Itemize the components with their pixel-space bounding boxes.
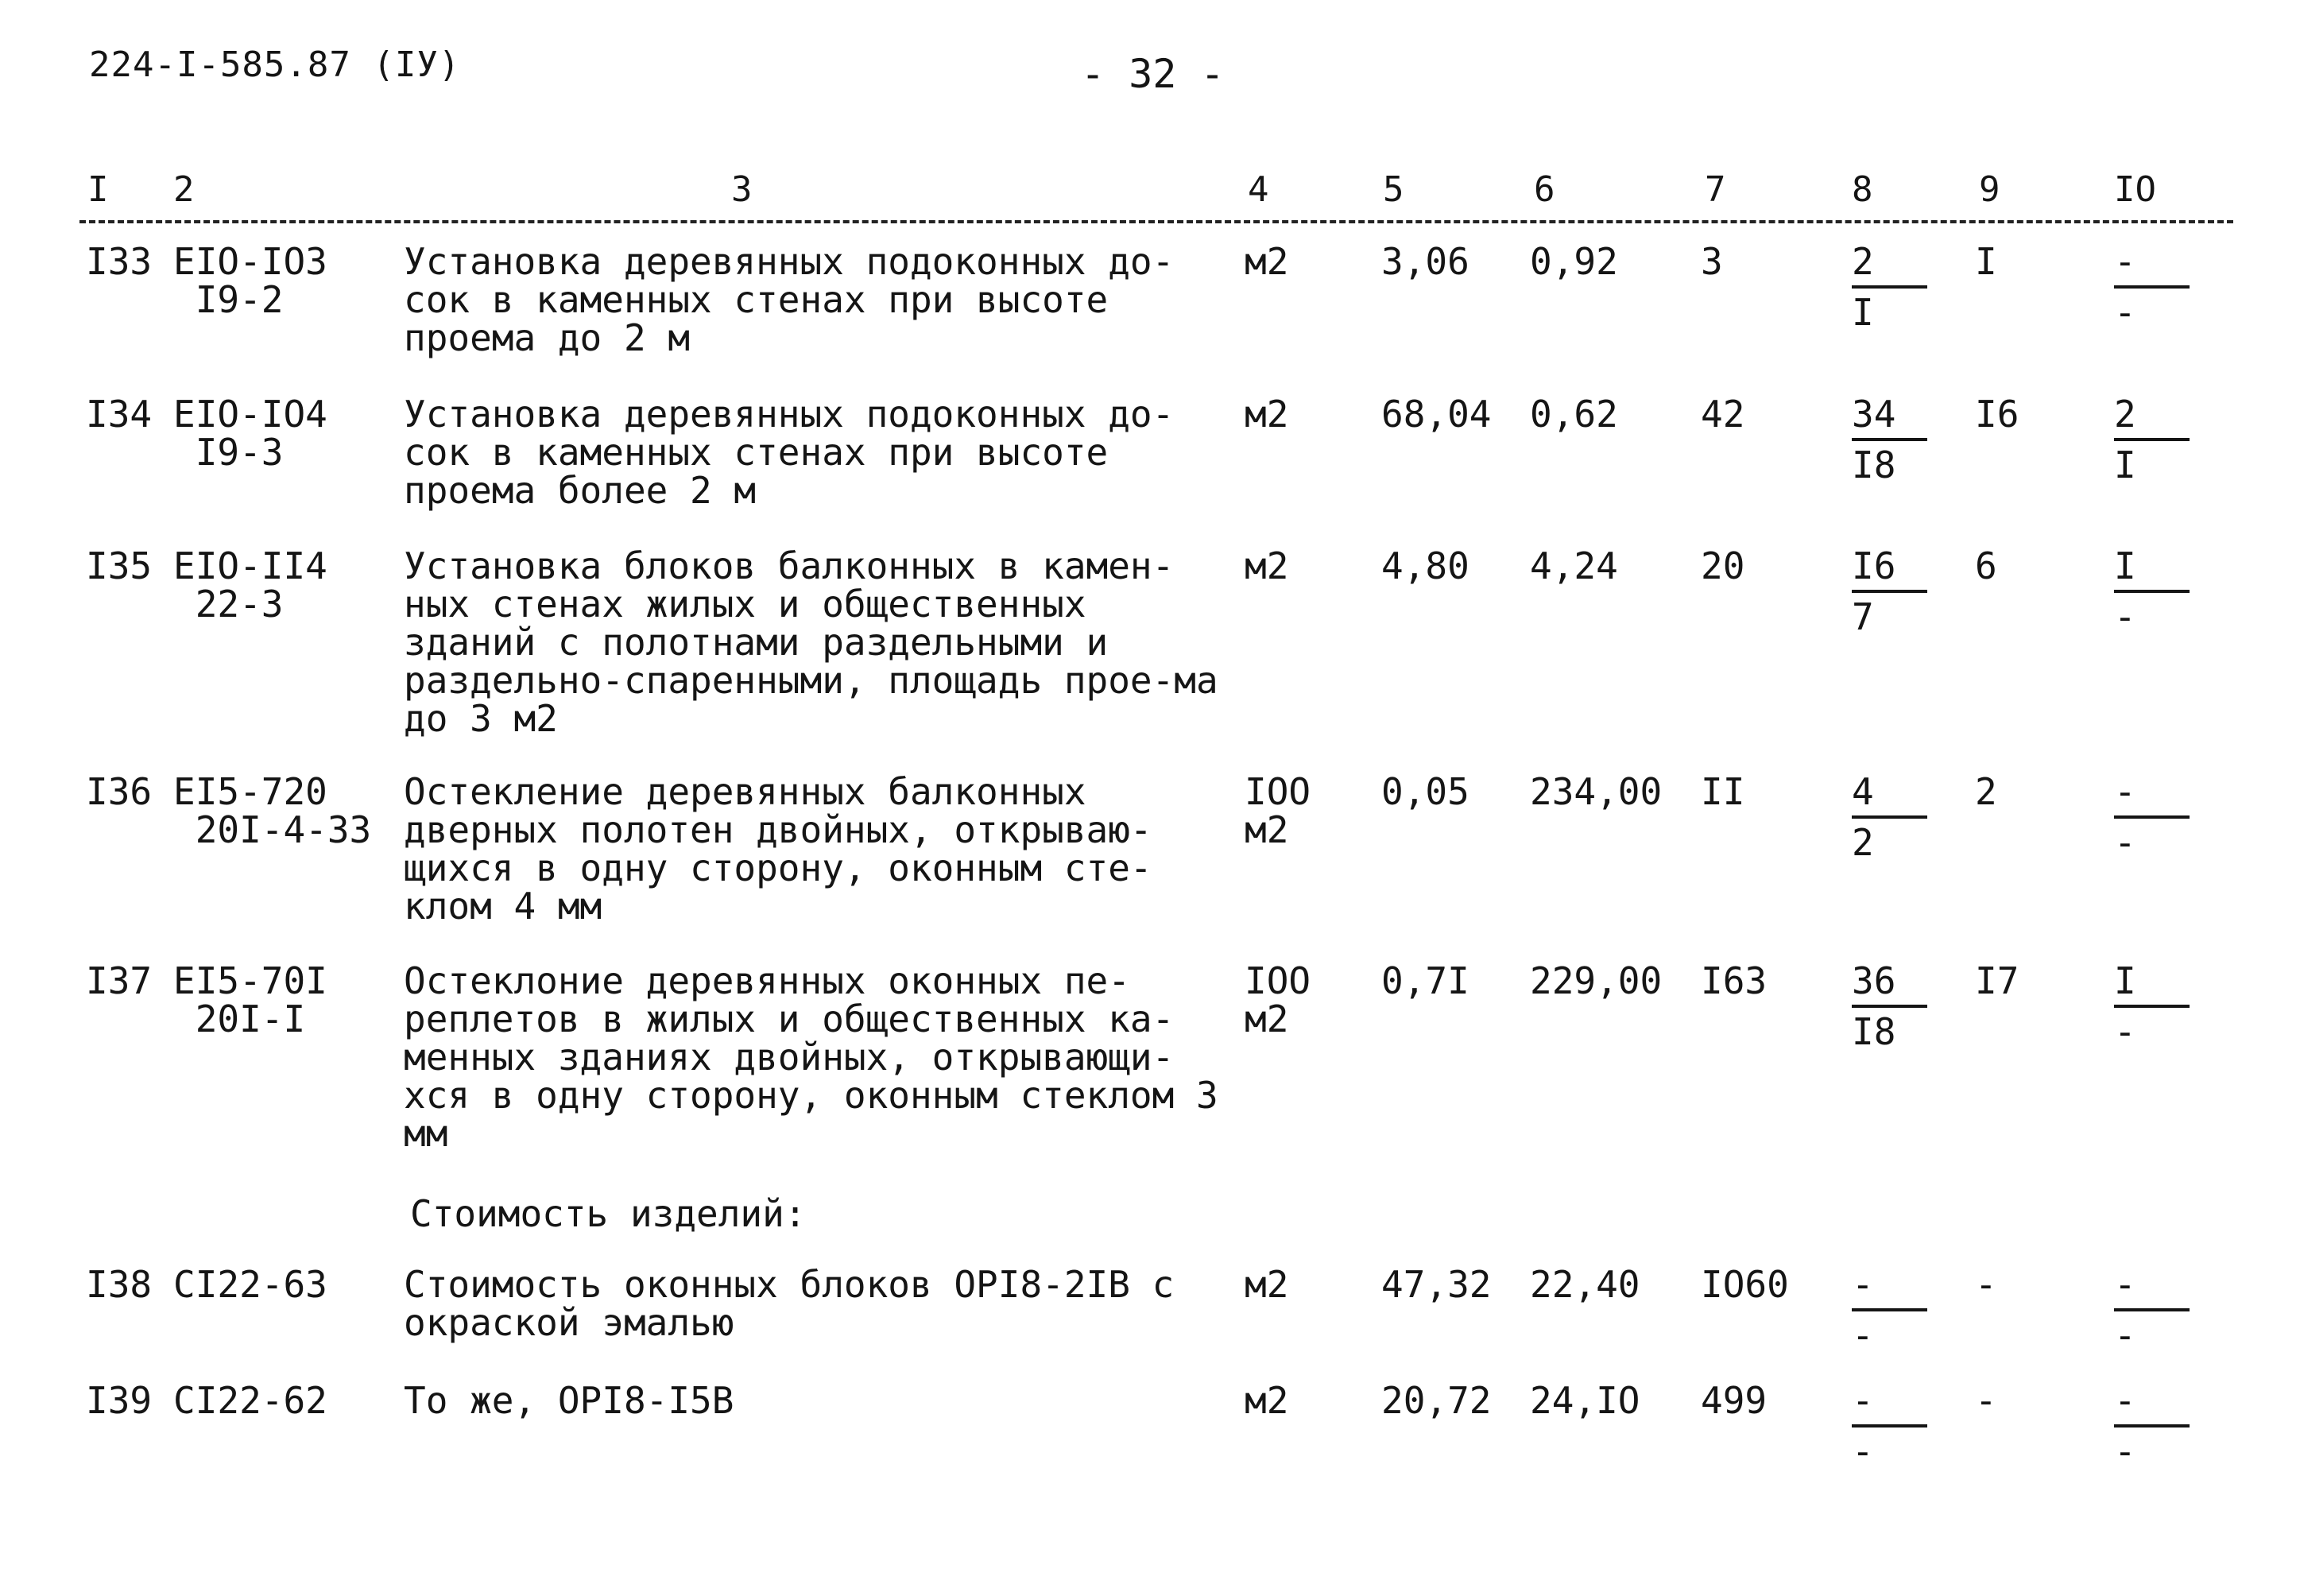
col10-fraction [2114, 544, 2201, 638]
unit: м2 [1245, 240, 1289, 283]
col9-value: 2 [1975, 770, 1997, 813]
unit-cost: 0,92 [1530, 240, 1618, 283]
col10-fraction [2114, 1379, 2201, 1473]
unit-cost: 24,IO [1530, 1379, 1640, 1422]
col10-bottom: - [2114, 595, 2136, 638]
col-header-4: 4 [1248, 169, 1269, 210]
row-number: I34 [86, 393, 153, 436]
row-number: I36 [86, 770, 153, 813]
unit: м2 [1245, 393, 1289, 436]
col8-top: I6 [1852, 547, 1927, 593]
rate-code: EI5-720 20I-4-33 [173, 770, 372, 851]
unit-cost: 22,40 [1530, 1263, 1640, 1306]
work-description: Стоимость оконных блоков ОРI8-2IВ с окраской эмалью [404, 1263, 1175, 1344]
col-header-5: 5 [1383, 169, 1404, 210]
col8-bottom: - [1852, 1314, 1874, 1357]
work-description: То же, ОРI8-I5В [404, 1379, 734, 1422]
col10-bottom: - [2114, 1430, 2136, 1473]
col-header-3: 3 [731, 169, 753, 210]
col8-fraction [1852, 395, 1939, 484]
column-header-row [79, 163, 2233, 223]
quantity: 68,04 [1381, 393, 1492, 436]
col8-bottom: - [1852, 1430, 1874, 1473]
rate-code: EIO-II4 22-3 [173, 544, 327, 626]
col10-fraction [2114, 395, 2201, 484]
rate-code: CI22-62 [173, 1379, 327, 1422]
quantity: 4,80 [1381, 544, 1469, 587]
rate-code: EIO-IO4 I9-3 [173, 393, 327, 474]
rate-code: EI5-70I 20I-I [173, 959, 327, 1040]
col8-bottom: I8 [1852, 444, 1896, 486]
row-number: I37 [86, 959, 153, 1002]
col9-value: I7 [1975, 959, 2019, 1002]
total-cost: I63 [1701, 959, 1768, 1002]
quantity: 20,72 [1381, 1379, 1492, 1422]
quantity: 3,06 [1381, 240, 1469, 283]
col10-bottom: I [2114, 444, 2136, 486]
row-number: I33 [86, 240, 153, 283]
col10-top: - [2114, 242, 2190, 289]
unit-cost: 0,62 [1530, 393, 1618, 436]
col10-top: I [2114, 547, 2190, 593]
unit-cost: 229,00 [1530, 959, 1663, 1002]
unit: м2 [1245, 544, 1289, 587]
col-header-7: 7 [1705, 169, 1726, 210]
total-cost: 499 [1701, 1379, 1768, 1422]
col8-bottom: I [1852, 291, 1874, 334]
rate-code: CI22-63 [173, 1263, 327, 1306]
col10-fraction [2114, 1263, 2201, 1357]
col8-bottom: 7 [1852, 595, 1874, 638]
quantity: 47,32 [1381, 1263, 1492, 1306]
row-number: I39 [86, 1379, 153, 1422]
work-description: Установка деревянных подоконных до-сок в каменных стенах при высоте проема до 2 м [404, 240, 1175, 359]
work-description: Установка деревянных подоконных до-сок в каменных стенах при высоте проема более 2 м [404, 393, 1175, 512]
col-header-10: IO [2114, 169, 2156, 210]
unit: IOO м2 [1245, 959, 1311, 1040]
col10-fraction [2114, 959, 2201, 1053]
section-subheading: Стоимость изделий: [410, 1192, 807, 1235]
col10-bottom: - [2114, 821, 2136, 864]
col9-value: I6 [1975, 393, 2019, 436]
col8-top: 36 [1852, 962, 1927, 1008]
col-header-2: 2 [173, 169, 195, 210]
col8-top: - [1852, 1381, 1927, 1427]
col8-top: 2 [1852, 242, 1927, 289]
col10-top: 2 [2114, 395, 2190, 441]
col-header-1: I [87, 169, 109, 210]
col8-bottom: 2 [1852, 821, 1874, 864]
quantity: 0,05 [1381, 770, 1469, 813]
col-header-8: 8 [1852, 169, 1873, 210]
unit-cost: 4,24 [1530, 544, 1618, 587]
col8-fraction [1852, 240, 1939, 334]
col9-value: - [1975, 1379, 1997, 1422]
col8-top: 4 [1852, 773, 1927, 819]
quantity: 0,7I [1381, 959, 1469, 1002]
col10-top: - [2114, 1381, 2190, 1427]
total-cost: II [1701, 770, 1745, 813]
col-header-6: 6 [1534, 169, 1555, 210]
col8-fraction [1852, 770, 1939, 864]
unit-cost: 234,00 [1530, 770, 1663, 813]
col10-bottom: - [2114, 291, 2136, 334]
rate-code: EIO-IO3 I9-2 [173, 240, 327, 321]
col10-top: I [2114, 962, 2190, 1008]
col10-fraction [2114, 240, 2201, 334]
col8-fraction [1852, 959, 1939, 1053]
col10-top: - [2114, 773, 2190, 819]
col8-fraction [1852, 1379, 1939, 1473]
total-cost: 3 [1701, 240, 1723, 283]
col8-fraction [1852, 544, 1939, 638]
page-number: - 32 - [1081, 51, 1225, 97]
col10-top: - [2114, 1265, 2190, 1311]
col8-bottom: I8 [1852, 1010, 1896, 1053]
work-description: Остеклоние деревянных оконных пе-реплетов в жилых и общественных ка-менных зданиях двойных, открывающи-хся в одну сторону, оконным стеклом 3 мм [404, 959, 1218, 1155]
row-number: I35 [86, 544, 153, 587]
col10-bottom: - [2114, 1010, 2136, 1053]
col-header-9: 9 [1979, 169, 2000, 210]
row-number: I38 [86, 1263, 153, 1306]
col8-top: 34 [1852, 395, 1927, 441]
total-cost: IO60 [1701, 1263, 1789, 1306]
col10-bottom: - [2114, 1314, 2136, 1357]
total-cost: 20 [1701, 544, 1745, 587]
unit: м2 [1245, 1263, 1289, 1306]
col9-value: I [1975, 240, 1997, 283]
unit: IOO м2 [1245, 770, 1311, 851]
col10-fraction [2114, 770, 2201, 864]
document-code: 224-I-585.87 (IУ) [89, 45, 461, 85]
col8-top: - [1852, 1265, 1927, 1311]
work-description: Остекление деревянных балконных дверных полотен двойных, открываю-щихся в одну сторону, оконным сте-клом 4 мм [404, 770, 1152, 928]
total-cost: 42 [1701, 393, 1745, 436]
col9-value: - [1975, 1263, 1997, 1306]
col9-value: 6 [1975, 544, 1997, 587]
unit: м2 [1245, 1379, 1289, 1422]
col8-fraction [1852, 1263, 1939, 1357]
work-description: Установка блоков балконных в камен-ных стенах жилых и общественных зданий с полотнами раздельными и раздельно-спаренными, площадь прое-ма до 3 м2 [404, 544, 1218, 740]
